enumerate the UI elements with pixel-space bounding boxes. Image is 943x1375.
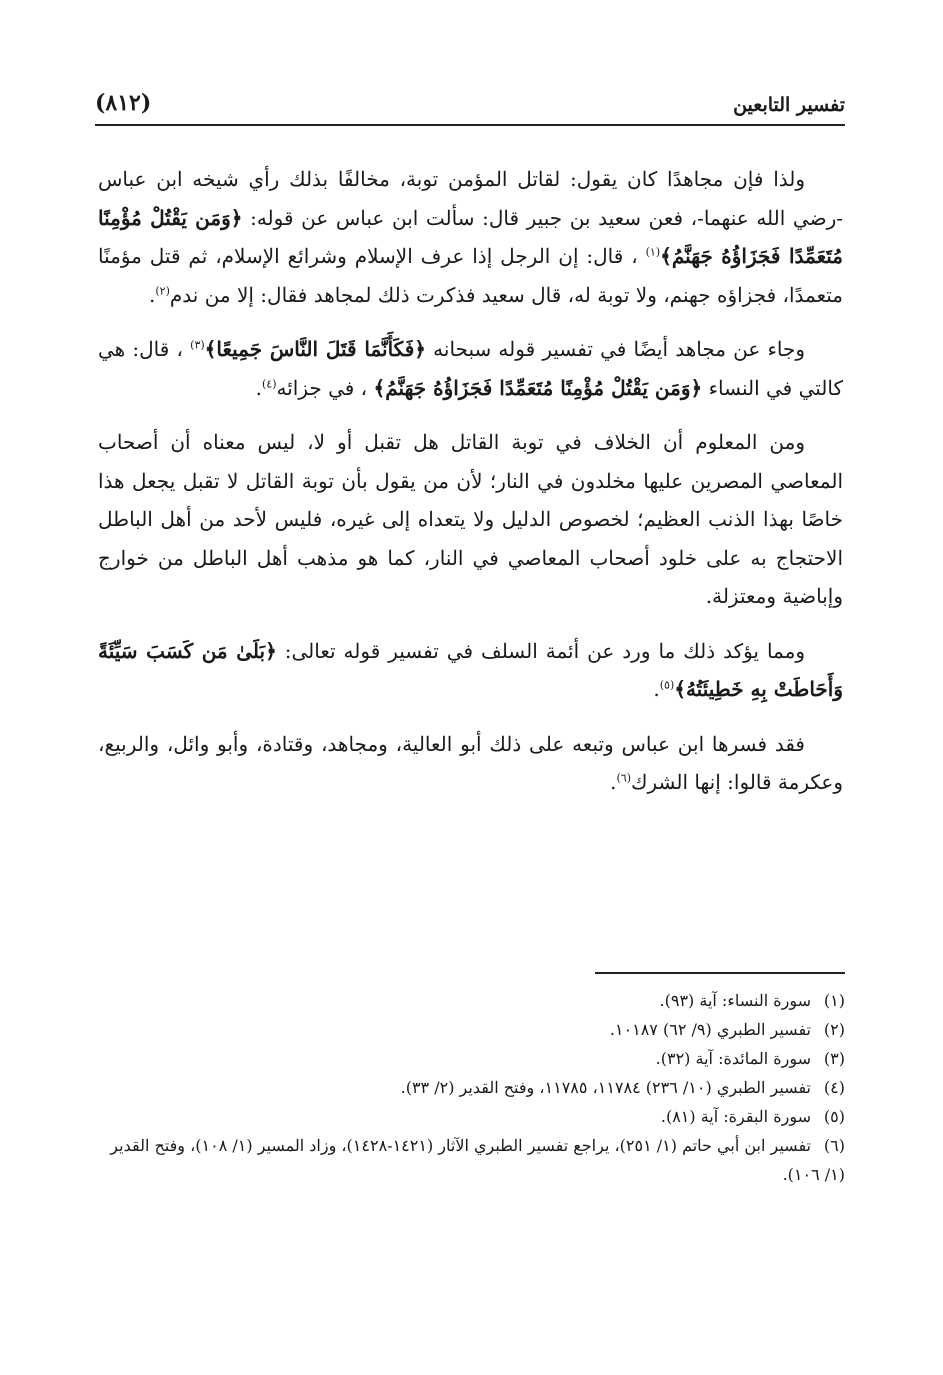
paragraph-text: ، في جزائه — [276, 375, 368, 400]
quran-verse: ﴿بَلَىٰ مَن كَسَبَ سَيِّئَةً وَأَحَاطَتْ بِهِ خَطِيئَتُهُ﴾ — [98, 638, 843, 701]
footnote-number: (٥) — [823, 1107, 845, 1126]
paragraph-5 — [98, 725, 843, 802]
footnote-text: تفسير ابن أبي حاتم (١/ ٢٥١)، يراجع تفسير الطبري الآثار (١٤٢١-١٤٢٨)، وزاد المسير (١/ ١٠٨)، وفتح القدير (١/ ١٠٦). — [110, 1136, 845, 1184]
paragraph-text: فقد فسرها ابن عباس وتبعه على ذلك أبو العالية، ومجاهد، وقتادة، وأبو وائل، والربيع، وعكرمة قالوا: إنها الشرك — [98, 731, 843, 794]
paragraph-text: ولذا فإن مجاهدًا كان يقول: لقاتل المؤمن توبة، مخالفًا بذلك رأي شيخه ابن عباس -رضي الله عنهما-، فعن سعيد بن جبير قال: سألت ابن عباس عن قوله: — [98, 167, 843, 230]
footnote-text: سورة المائدة: آية (٣٢). — [655, 1049, 811, 1068]
paragraph-text: ومما يؤكد ذلك ما ورد عن أئمة السلف في تفسير قوله تعالى: — [276, 638, 805, 663]
footnote-number: (٣) — [823, 1049, 845, 1068]
footnote-ref: (١) — [645, 245, 661, 259]
paragraph-text: . — [149, 282, 156, 307]
paragraph-text: . — [653, 677, 660, 701]
footnote-2 — [105, 1015, 845, 1044]
footnote-5 — [105, 1102, 845, 1131]
footnote-ref: (٢) — [155, 283, 170, 297]
footnote-ref: (٦) — [616, 771, 631, 785]
footnote-1 — [105, 986, 845, 1015]
main-text — [98, 160, 843, 818]
footnote-number: (٢) — [823, 1020, 845, 1039]
paragraph-text: ومن المعلوم أن الخلاف في توبة القاتل هل تقبل أو لا، ليس معناه أن أصحاب المعاصي المصرين عليها مخلدون في النار؛ لأن من يقول بأن توبة القاتل لا تقبل يجعل هذا خاصًا بهذا الذنب العظيم؛ لخصوص الدليل ولا يتعداه إلى غيره، فليس لأحد من أهل الباطل الاحتجاج به على خلود أصحاب المعاصي في النار، كما هو مذهب أهل الباطل من خوارج وإباضية ومعتزلة. — [98, 430, 843, 608]
footnote-4 — [105, 1073, 845, 1102]
paragraph-text: . — [610, 770, 617, 794]
footnote-separator — [595, 972, 845, 974]
footnote-text: سورة البقرة: آية (٨١). — [660, 1107, 811, 1126]
page-number: (٨١٢) — [95, 90, 152, 116]
paragraph-2 — [98, 330, 843, 407]
footnote-number: (٤) — [823, 1078, 845, 1097]
footnote-ref: (٥) — [659, 678, 675, 692]
footnote-text: سورة النساء: آية (٩٣). — [659, 991, 811, 1010]
footnote-number: (٦) — [823, 1136, 845, 1155]
footnote-3 — [105, 1044, 845, 1073]
header-rule — [95, 124, 845, 126]
footnote-text: تفسير الطبري (١٠/ ٢٣٦) ١١٧٨٤، ١١٧٨٥، وفتح القدير (٢/ ٣٣). — [400, 1078, 811, 1097]
paragraph-text: ، قال: إن الرجل إذا عرف الإسلام وشرائع الإسلام، ثم قتل مؤمنًا متعمدًا، فجزاؤه جهنم، ولا توبة له، قال سعيد فذكرت ذلك لمجاهد فقال: إلا من ندم — [98, 244, 843, 307]
footnote-ref: (٣) — [190, 338, 205, 352]
page-header — [95, 88, 845, 128]
paragraph-text: . — [255, 375, 262, 400]
paragraph-1 — [98, 160, 843, 314]
footnote-6 — [105, 1131, 845, 1189]
footnote-ref: (٤) — [261, 376, 277, 390]
paragraph-text: وجاء عن مجاهد أيضًا في تفسير قوله سبحانه — [426, 337, 806, 361]
footnote-number: (١) — [823, 991, 845, 1010]
paragraph-text: ، قال: هي كالتي في النساء — [98, 337, 843, 400]
quran-verse: ﴿وَمَن يَقْتُلْ مُؤْمِنًا مُتَعَمِّدًا فَجَزَاؤُهُ جَهَنَّمُ﴾ — [98, 205, 843, 268]
quran-verse: ﴿فَكَأَنَّمَا قَتَلَ النَّاسَ جَمِيعًا﴾ — [204, 337, 426, 361]
footnote-text: تفسير الطبري (٩/ ٦٢) ١٠١٨٧. — [609, 1020, 811, 1039]
paragraph-3 — [98, 423, 843, 616]
quran-verse: ﴿وَمَن يَقْتُلْ مُؤْمِنًا مُتَعَمِّدًا فَجَزَاؤُهُ جَهَنَّمُ﴾ — [373, 375, 703, 400]
running-title: تفسير التابعين — [733, 94, 845, 116]
footnotes — [105, 986, 845, 1189]
paragraph-4 — [98, 632, 843, 709]
